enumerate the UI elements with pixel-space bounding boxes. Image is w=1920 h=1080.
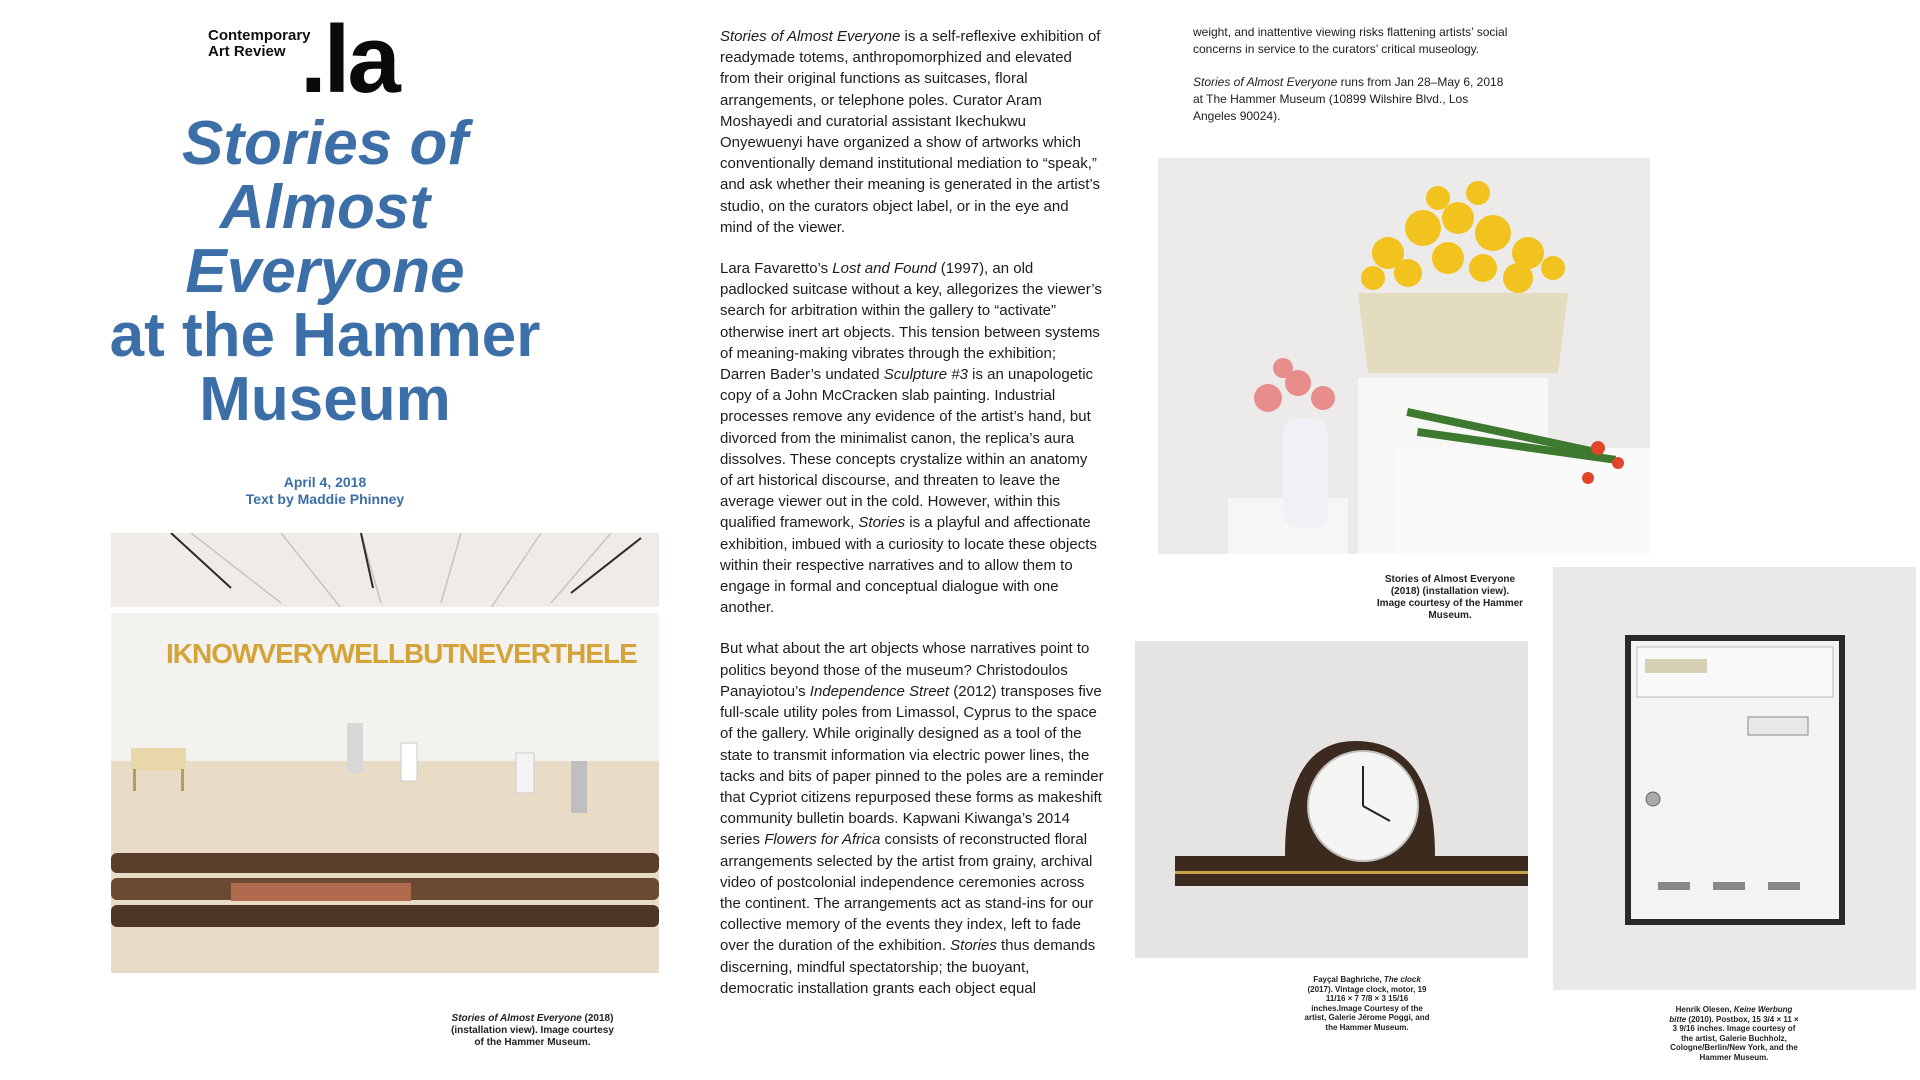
article-byline[interactable]: Text by Maddie Phinney xyxy=(245,491,405,507)
flowers-drawing xyxy=(1158,158,1650,554)
paragraph-4: weight, and inattentive viewing risks flattening artists’ social concerns in service to the curators’ critical museology. xyxy=(1193,25,1508,56)
article-meta xyxy=(200,474,450,508)
p3-text-d: thus demands discerning, mindful spectatorship; the buoyant, democratic installation grants each object equal xyxy=(720,937,1096,997)
title-line-2: Almost xyxy=(219,173,431,242)
p3-text-c: consists of reconstructed floral arrangements selected by the artist from grainy, archival video of postcolonial independence ceremonies across the continent. The arrangements act as stand-ins for our collective memory of the events they index, left to fade over the duration of the exhibition. xyxy=(720,831,1094,955)
flowers-installation-image xyxy=(1158,158,1650,554)
caption-postbox-artist: Henrik Olesen, xyxy=(1675,1005,1734,1014)
p2-text-b: (1997), an old padlocked suitcase without a key, allegorizes the viewer’s search for arbitration within the gallery to “activate” otherwise inert art objects. This tension between systems of meaning-making vibrates through the exhibition; Darren Bader’s undated xyxy=(720,260,1102,384)
title-line-4: at the Hammer xyxy=(109,301,541,370)
paragraph-2 xyxy=(720,258,1104,618)
p2-text-c: is an unapologetic copy of a John McCracken slab painting. Industrial processes remove any evidence of the artist’s hand, but divorced from the minimalist canon, the replica’s aura dissolves. These concepts crystalize within an anatomy of art historical discourse, and threaten to leave the average viewer out in the cold. However, within this qualified framework, xyxy=(720,366,1094,532)
p5-title: Stories of Almost Everyone xyxy=(1193,75,1338,89)
caption-clock-title: The clock xyxy=(1383,975,1421,984)
p3-work-2: Flowers for Africa xyxy=(764,831,881,849)
article-date: April 4, 2018 xyxy=(283,474,367,490)
p1-title: Stories of Almost Everyone xyxy=(720,28,901,45)
caption-clock-text: (2017). Vintage clock, motor, 19 11/16 × 7 7/8 × 3 15/16 inches.Image Courtesy of the artist, Galerie Jérome Poggi, and the Hammer Museum. xyxy=(1304,984,1430,1032)
caption-installation xyxy=(450,1013,615,1049)
p3-text-a: But what about the art objects whose narratives point to politics beyond those of the museum? Christodoulos Panayiotou’s xyxy=(720,640,1090,700)
postbox-artwork-image xyxy=(1553,567,1916,990)
installation-view-image xyxy=(111,533,659,973)
clock-artwork-image xyxy=(1135,641,1528,958)
p5-text: runs from Jan 28–May 6, 2018 at The Hammer Museum (10899 Wilshire Blvd., Los Angeles 90024). xyxy=(1193,75,1504,123)
caption-clock xyxy=(1302,975,1432,1032)
title-line-1: Stories of xyxy=(182,109,468,178)
article-body-continued xyxy=(1193,24,1513,141)
caption-installation-text: (2018) (installation view). Image courtesy of the Hammer Museum. xyxy=(451,1013,614,1048)
paragraph-5 xyxy=(1193,74,1513,125)
paragraph-3 xyxy=(720,638,1104,998)
clock-drawing xyxy=(1135,641,1528,958)
p2-text-a: Lara Favaretto’s xyxy=(720,260,833,278)
caption-flowers: Stories of Almost Everyone (2018) (installation view). Image courtesy of the Hammer Museum. xyxy=(1376,574,1524,621)
article-title xyxy=(100,109,550,434)
caption-postbox xyxy=(1668,1005,1800,1062)
caption-postbox-text: (2010). Postbox, 15 3/4 × 11 × 3 9/16 inches. Image courtesy of the artist, Galerie Buchholz, Cologne/Berlin/New York, and the Hammer Museum. xyxy=(1670,1014,1799,1062)
site-logo[interactable]: .la xyxy=(300,6,398,113)
balloon-banner-text: IKNOWVERYWELLBUTNEVERTHELE xyxy=(166,638,637,669)
publication-name-line1: Contemporary xyxy=(208,27,311,44)
p2-text-d: is a playful and affectionate exhibition, imbued with a curiosity to locate these objects within their respective narratives and to allow them to engage in formal and conceptual dialogue with one another. xyxy=(720,514,1097,617)
p3-work-3: Stories xyxy=(950,937,997,955)
p2-work-3: Stories xyxy=(858,514,906,532)
caption-postbox-title: Keine Werbung bitte xyxy=(1669,1005,1793,1024)
installation-view-drawing xyxy=(111,533,659,973)
postbox-drawing xyxy=(1553,567,1916,990)
publication-name-line2: Art Review xyxy=(208,43,286,60)
paragraph-1 xyxy=(720,26,1104,238)
p3-work-1: Independence Street xyxy=(809,682,950,700)
p2-work-2: Sculpture #3 xyxy=(883,366,968,384)
article-body xyxy=(720,26,1104,1019)
p2-work-1: Lost and Found xyxy=(832,260,937,278)
title-line-5: Museum xyxy=(199,365,451,434)
caption-installation-title: Stories of Almost Everyone xyxy=(451,1013,582,1024)
caption-clock-artist: Fayçal Baghriche, xyxy=(1313,975,1384,984)
p3-text-b: (2012) transposes five full-scale utility poles from Limassol, Cyprus to the space of the gallery. While originally designed as a tool of the state to transmit information via electric power lines, the tacks and bits of paper pinned to the poles are a reminder that Cypriot citizens repurposed these forms as makeshift community bulletin boards. Kapwani Kiwanga’s 2014 series xyxy=(720,682,1104,849)
title-line-3: Everyone xyxy=(185,237,465,306)
p1-text: is a self-reflexive exhibition of readymade totems, anthropomorphized and elevated from their original functions as suitcases, floral arrangements, or telephone poles. Curator Aram Moshayedi and curatorial assistant Ikechukwu Onyewuenyi have organized a show of artworks which conventionally demand institutional mediation to “speak,” and ask whether their meaning is generated in the artist’s studio, on the curators object label, or in the eye and mind of the viewer. xyxy=(720,28,1101,236)
